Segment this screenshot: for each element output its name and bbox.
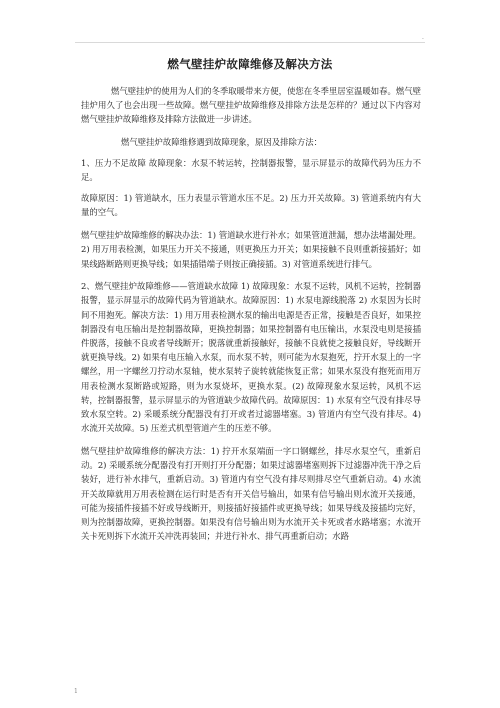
corner-mark: · <box>422 36 424 43</box>
intro-paragraph: 燃气壁挂炉的使用为人们的冬季取暖带来方便，使您在冬季里居室温暖如春。燃气壁挂炉用久了也会出现一些故障。燃气壁挂炉故障维修及排除方法是怎样的？通过以下内容对燃气壁挂炉故障维修及排除方法做进一步讲述。 <box>81 86 421 125</box>
section-1-solutions-paragraph: 燃气壁挂炉故障维修的解决办法：1) 管道缺水进行补水；如果管道泄漏，想办法堵漏处理。2) 用万用表检测，如果压力开关不接通，则更换压力开关；如果接触不良则重新接插好；如果线路断路则更换导线；如果插错端子则按正确接插。3) 对管道系统进行排气。 <box>81 230 421 269</box>
overview-paragraph: 燃气壁挂炉故障维修遇到故障现象，原因及排除方法： <box>121 136 322 147</box>
section-1-heading-paragraph: 1、压力不足故障 故障现象：水泵不转运转，控制器报警，显示屏显示的故障代码为压力不足。 <box>81 157 421 183</box>
section-2-paragraph: 2、燃气壁挂炉故障维修——管道缺水故障 1) 故障现象：水泵不运转，风机不运转，控制器报警，显示屏显示的故障代码为管道缺水。故障原因：1) 水泵电源线脱落 2) 水泵因为长时间不用抱死。解决方法：1) 用万用表检测水泵的输出电源是否正常，接触是否良好，如果控制器没有电压输出是控制器故障，更换控制器；如果控制器有电压输出，水泵没电则是接插件脱落，接触不良或者导线断开；脱落就重新接触好，接触不良就使之接触良好，导线断开就更换导线。2) 如果有电压输入水泵，而水泵不转，则可能为水泵抱死，拧开水泵上的一字螺丝，用一字螺丝刀拧动水泵轴，使水泵转子旋转就能恢复正常；如果水泵没有抱死而用万用表检测水泵断路或短路，则为水泵烧坏，更换水泵。(2) 故障现象水泵运转，风机不运转，控制器报警，显示屏显示的为管道缺少故障代码。故障原因：1) 水泵有空气没有排尽导致水泵空转。2) 采暖系统分配器没有打开或者过滤器堵塞。3) 管道内有空气没有排尽。4) 水流开关故障。5) 压差式机型管道产生的压差不够。 <box>81 281 421 434</box>
header-divider <box>75 42 425 43</box>
document-title: 燃气壁挂炉故障维修及解决方法 <box>167 57 333 71</box>
document-body <box>81 84 421 552</box>
section-2-solutions-paragraph: 燃气壁挂炉故障维修的解决方法：1) 拧开水泵端面一字口钢螺丝，排尽水泵空气，重新启动。2) 采暖系统分配器没有打开则打开分配器；如果过滤器堵塞则拆下过滤器冲洗干净之后装好，进行补水排气，重新启动。3) 管道内有空气没有排尽则排尽空气重新启动。4) 水流开关故障就用万用表检测在运行时是否有开关信号输出，如果有信号输出则水流开关接通，可能为接插件接插不好或导线断开，则接插好接插件或更换导线；如果导线及接插均完好，则为控制器故障，更换控制器。如果没有信号输出则为水流开关卡死或者水路堵塞；水流开关卡死则拆下水流开关冲洗再装回；并进行补水、排气再重新启动；水路 <box>81 445 421 542</box>
section-1-causes-paragraph: 故障原因：1) 管道缺水，压力表显示管道水压不足。2) 压力开关故障。3) 管道系统内有大量的空气。 <box>81 193 421 218</box>
page-number: 1 <box>74 688 78 695</box>
